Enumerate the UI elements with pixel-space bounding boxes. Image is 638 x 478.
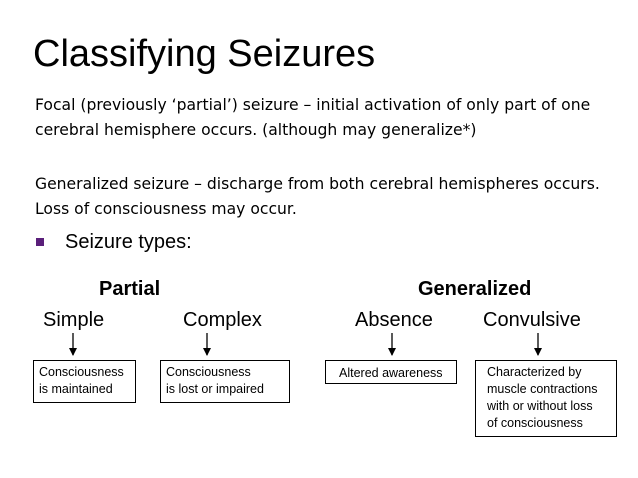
group-heading-partial: Partial — [99, 278, 161, 300]
seizure-types-label: Seizure types: — [65, 231, 192, 253]
arrow-down-icon — [534, 333, 542, 356]
arrow-down-icon — [203, 333, 211, 356]
description-box-absence: Altered awareness — [325, 360, 457, 384]
type-label-simple: Simple — [43, 309, 105, 331]
arrow-down-icon — [388, 333, 396, 356]
slide-title: Classifying Seizures — [33, 33, 376, 75]
type-label-complex: Complex — [183, 309, 262, 331]
generalized-seizure-definition: Generalized seizure – discharge from both cerebral hemispheres occurs. Loss of consciousness may occur. — [35, 175, 600, 218]
arrow-down-icon — [69, 333, 77, 356]
seizure-types-bullet — [36, 229, 192, 255]
description-box-simple: Consciousness is maintained — [33, 360, 136, 403]
focal-seizure-definition: Focal (previously ‘partial’) seizure – initial activation of only part of one cerebral hemisphere occurs. (although may generalize*) — [35, 96, 591, 139]
type-label-absence: Absence — [355, 309, 433, 331]
square-bullet-icon — [36, 238, 44, 246]
type-label-convulsive: Convulsive — [483, 309, 581, 331]
description-box-convulsive: Characterized by muscle contractions with or without loss of consciousness — [475, 360, 617, 437]
description-box-complex: Consciousness is lost or impaired — [160, 360, 290, 403]
group-heading-generalized: Generalized — [418, 278, 532, 300]
